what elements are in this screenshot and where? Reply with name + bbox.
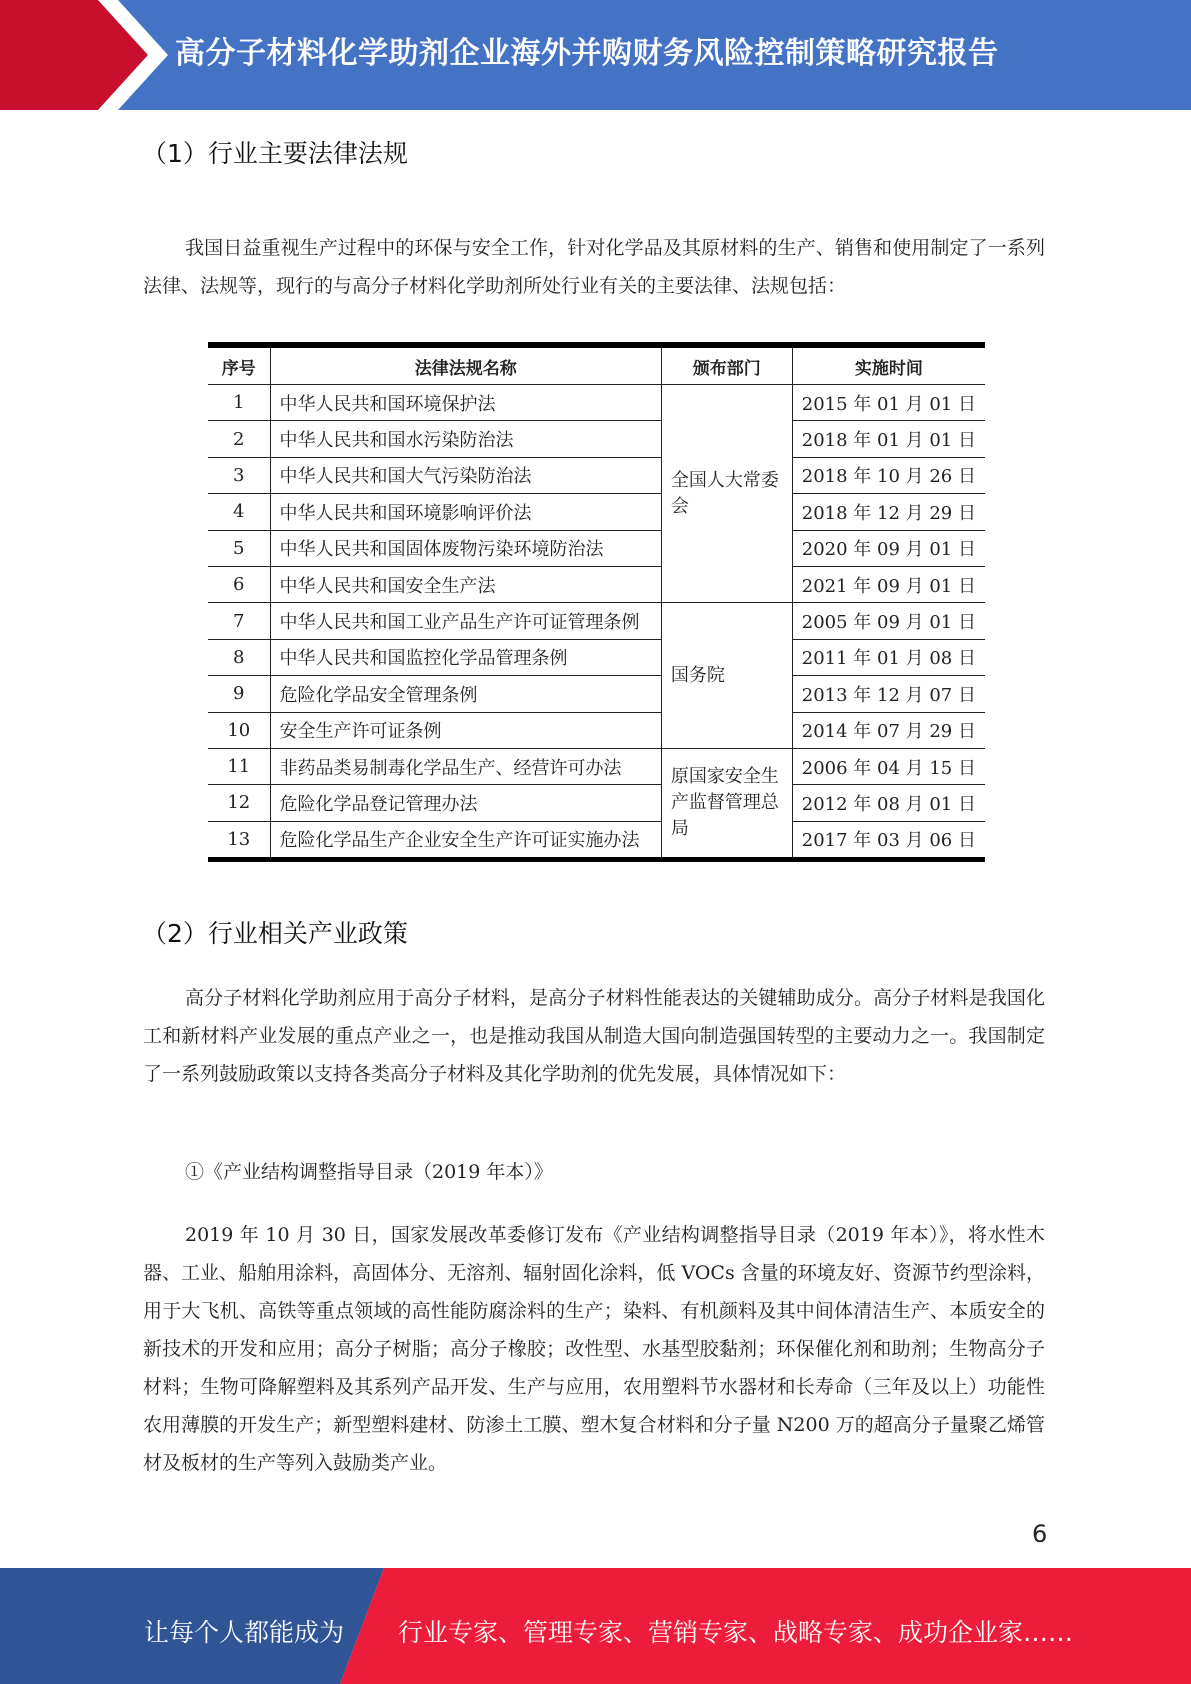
table-row bbox=[208, 821, 985, 859]
row-num: 6 bbox=[208, 566, 270, 602]
row-law-name: 中华人民共和国监控化学品管理条例 bbox=[270, 639, 661, 675]
row-law-name: 非药品类易制毒化学品生产、经营许可办法 bbox=[270, 748, 661, 784]
row-num: 1 bbox=[208, 385, 270, 421]
row-date: 2006 年 04 月 15 日 bbox=[792, 748, 985, 784]
row-num: 5 bbox=[208, 530, 270, 566]
footer-slogan-right: 行业专家、管理专家、营销专家、战略专家、成功企业家…… bbox=[398, 1618, 1074, 1647]
header-banner bbox=[0, 0, 1191, 110]
header-cell-num: 序号 bbox=[208, 345, 270, 385]
table-row bbox=[208, 639, 985, 675]
table-row bbox=[208, 603, 985, 639]
row-law-name: 中华人民共和国水污染防治法 bbox=[270, 421, 661, 457]
row-num: 13 bbox=[208, 821, 270, 859]
row-date: 2017 年 03 月 06 日 bbox=[792, 821, 985, 859]
row-law-name: 中华人民共和国固体废物污染环境防治法 bbox=[270, 530, 661, 566]
row-law-name: 中华人民共和国工业产品生产许可证管理条例 bbox=[270, 603, 661, 639]
row-department: 国务院 bbox=[661, 603, 792, 749]
table-row bbox=[208, 785, 985, 821]
table-row bbox=[208, 530, 985, 566]
row-date: 2011 年 01 月 08 日 bbox=[792, 639, 985, 675]
row-date: 2012 年 08 月 01 日 bbox=[792, 785, 985, 821]
row-department: 全国人大常委会 bbox=[661, 385, 792, 603]
row-law-name: 危险化学品登记管理办法 bbox=[270, 785, 661, 821]
row-num: 11 bbox=[208, 748, 270, 784]
row-law-name: 安全生产许可证条例 bbox=[270, 712, 661, 748]
policy-item-title: ①《产业结构调整指导目录（2019 年本）》 bbox=[185, 1161, 553, 1183]
row-law-name: 中华人民共和国环境影响评价法 bbox=[270, 494, 661, 530]
section-heading-policies: （2）行业相关产业政策 bbox=[142, 919, 408, 948]
footer-slogan-left: 让每个人都能成为 bbox=[144, 1618, 345, 1647]
row-num: 10 bbox=[208, 712, 270, 748]
row-law-name: 中华人民共和国环境保护法 bbox=[270, 385, 661, 421]
row-num: 2 bbox=[208, 421, 270, 457]
header-cell-name: 法律法规名称 bbox=[270, 345, 661, 385]
table-row bbox=[208, 457, 985, 493]
page-number: 6 bbox=[1032, 1520, 1048, 1548]
document-title: 高分子材料化学助剂企业海外并购财务风险控制策略研究报告 bbox=[175, 36, 999, 71]
laws-table bbox=[208, 342, 985, 862]
row-num: 7 bbox=[208, 603, 270, 639]
row-date: 2018 年 10 月 26 日 bbox=[792, 457, 985, 493]
row-date: 2018 年 12 月 29 日 bbox=[792, 494, 985, 530]
row-date: 2014 年 07 月 29 日 bbox=[792, 712, 985, 748]
row-law-name: 危险化学品安全管理条例 bbox=[270, 676, 661, 712]
footer-banner bbox=[0, 1568, 1191, 1684]
row-law-name: 危险化学品生产企业安全生产许可证实施办法 bbox=[270, 821, 661, 859]
table-header-row bbox=[208, 345, 985, 385]
laws-intro-paragraph: 我国日益重视生产过程中的环保与安全工作，针对化学品及其原材料的生产、销售和使用制定了一系列法律、法规等，现行的与高分子材料化学助剂所处行业有关的主要法律、法规包括： bbox=[143, 237, 1045, 297]
header-cell-date: 实施时间 bbox=[792, 345, 985, 385]
row-date: 2015 年 01 月 01 日 bbox=[792, 385, 985, 421]
table-row bbox=[208, 421, 985, 457]
policies-intro-paragraph: 高分子材料化学助剂应用于高分子材料，是高分子材料性能表达的关键辅助成分。高分子材料是我国化工和新材料产业发展的重点产业之一，也是推动我国从制造大国向制造强国转型的主要动力之一。我国制定了一系列鼓励政策以支持各类高分子材料及其化学助剂的优先发展，具体情况如下： bbox=[143, 987, 1045, 1085]
row-num: 4 bbox=[208, 494, 270, 530]
section-heading-laws: （1）行业主要法律法规 bbox=[142, 139, 408, 168]
row-num: 8 bbox=[208, 639, 270, 675]
table-row bbox=[208, 494, 985, 530]
row-date: 2018 年 01 月 01 日 bbox=[792, 421, 985, 457]
row-num: 12 bbox=[208, 785, 270, 821]
row-date: 2020 年 09 月 01 日 bbox=[792, 530, 985, 566]
row-law-name: 中华人民共和国大气污染防治法 bbox=[270, 457, 661, 493]
row-num: 9 bbox=[208, 676, 270, 712]
row-date: 2021 年 09 月 01 日 bbox=[792, 566, 985, 602]
row-date: 2005 年 09 月 01 日 bbox=[792, 603, 985, 639]
table-row bbox=[208, 748, 985, 784]
row-department: 原国家安全生产监督管理总局 bbox=[661, 748, 792, 859]
row-date: 2013 年 12 月 07 日 bbox=[792, 676, 985, 712]
policy-item-body: 2019 年 10 月 30 日，国家发展改革委修订发布《产业结构调整指导目录（2019 年本）》，将水性木器、工业、船舶用涂料，高固体分、无溶剂、辐射固化涂料，低 VOCs 含量的环境友好、资源节约型涂料，用于大飞机、高铁等重点领域的高性能防腐涂料的生产；染料、有机颜料及其中间体清洁生产、本质安全的新技术的开发和应用；高分子树脂；高分子橡胶；改性型、水基型胶黏剂；环保催化剂和助剂；生物高分子材料；生物可降解塑料及其系列产品开发、生产与应用，农用塑料节水器材和长寿命（三年及以上）功能性农用薄膜的开发生产；新型塑料建材、防渗土工膜、塑木复合材料和分子量 N200 万的超高分子量聚乙烯管材及板材的生产等列入鼓励类产业。 bbox=[143, 1224, 1045, 1474]
table-row bbox=[208, 566, 985, 602]
row-law-name: 中华人民共和国安全生产法 bbox=[270, 566, 661, 602]
row-num: 3 bbox=[208, 457, 270, 493]
table-row bbox=[208, 385, 985, 421]
header-cell-dept: 颁布部门 bbox=[661, 345, 792, 385]
table-row bbox=[208, 676, 985, 712]
table-row bbox=[208, 712, 985, 748]
